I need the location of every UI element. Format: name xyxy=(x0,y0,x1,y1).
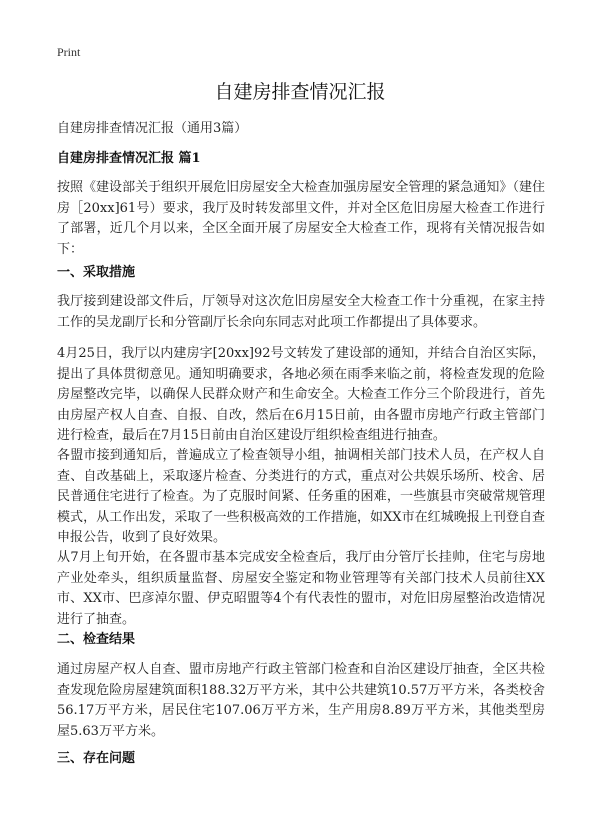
article-heading: 自建房排查情况汇报 篇1 xyxy=(57,151,201,166)
section-1-heading: 一、采取措施 xyxy=(57,265,136,280)
section-1-paragraph-3: 各盟市接到通知后，普遍成立了检查领导小组，抽调相关部门技术人员，在产权人自查、自改基础上，采取逐片检查、分类进行的方式，重点对公共娱乐场所、校舍、居民普通住宅进行了检查。为了克服时间紧、任务重的困难，一些旗县市突破常规管理模式，从工作出发，采取了一些积极高效的工作措施，如XX市在红城晚报上刊登自查申报公告，收到了良好效果。 xyxy=(57,448,545,545)
section-2-paragraph-1: 通过房屋产权人自查、盟市房地产行政主管部门检查和自治区建设厅抽查，全区共检查发现危险房屋建筑面积188.32万平方米，其中公共建筑10.57万平方米，各类校舍56.17万平方米，居民住宅107.06万平方米，生产用房8.89万平方米，其他类型房屋5.63万平方米。 xyxy=(57,662,545,739)
print-label[interactable]: Print xyxy=(57,45,81,59)
page-title: 自建房排查情况汇报 xyxy=(214,81,386,103)
section-1-paragraph-1: 我厅接到建设部文件后，厅领导对这次危旧房屋安全大检查工作十分重视，在家主持工作的吴龙副厅长和分管副厅长余向东同志对此项工作都提出了具体要求。 xyxy=(57,294,545,330)
section-2-heading: 二、检查结果 xyxy=(57,632,136,647)
section-1-paragraph-2: 4月25日，我厅以内建房字[20xx]92号文转发了建设部的通知，并结合自治区实际，提出了具体贯彻意见。通知明确要求，各地必须在雨季来临之前，将检查发现的危险房屋整改完毕，以确保人民群众财产和生命安全。大检查工作分三个阶段进行，首先由房屋产权人自查、自报、自改，然后在6月15日前，由各盟市房地产行政主管部门进行检查，最后在7月15日前由自治区建设厅组织检查组进行抽查。 xyxy=(57,346,545,443)
section-1-paragraph-4: 从7月上旬开始，在各盟市基本完成安全检查后，我厅由分管厅长挂帅，住宅与房地产业处牵头，组织质量监督、房屋安全鉴定和物业管理等有关部门技术人员前往XX市、XX市、巴彦淖尔盟、伊克昭盟等4个有代表性的盟市，对危旧房屋整治改造情况进行了抽查。 xyxy=(57,550,545,627)
section-3-heading: 三、存在问题 xyxy=(57,751,136,766)
document-subtitle: 自建房排查情况汇报（通用3篇） xyxy=(57,121,248,136)
intro-paragraph: 按照《建设部关于组织开展危旧房屋安全大检查加强房屋安全管理的紧急通知》（建住房［20xx]61号）要求，我厅及时转发部里文件，并对全区危旧房屋大检查工作进行了部署，近几个月以来，全区全面开展了房屋安全大检查工作，现将有关情况报告如下： xyxy=(57,180,545,257)
